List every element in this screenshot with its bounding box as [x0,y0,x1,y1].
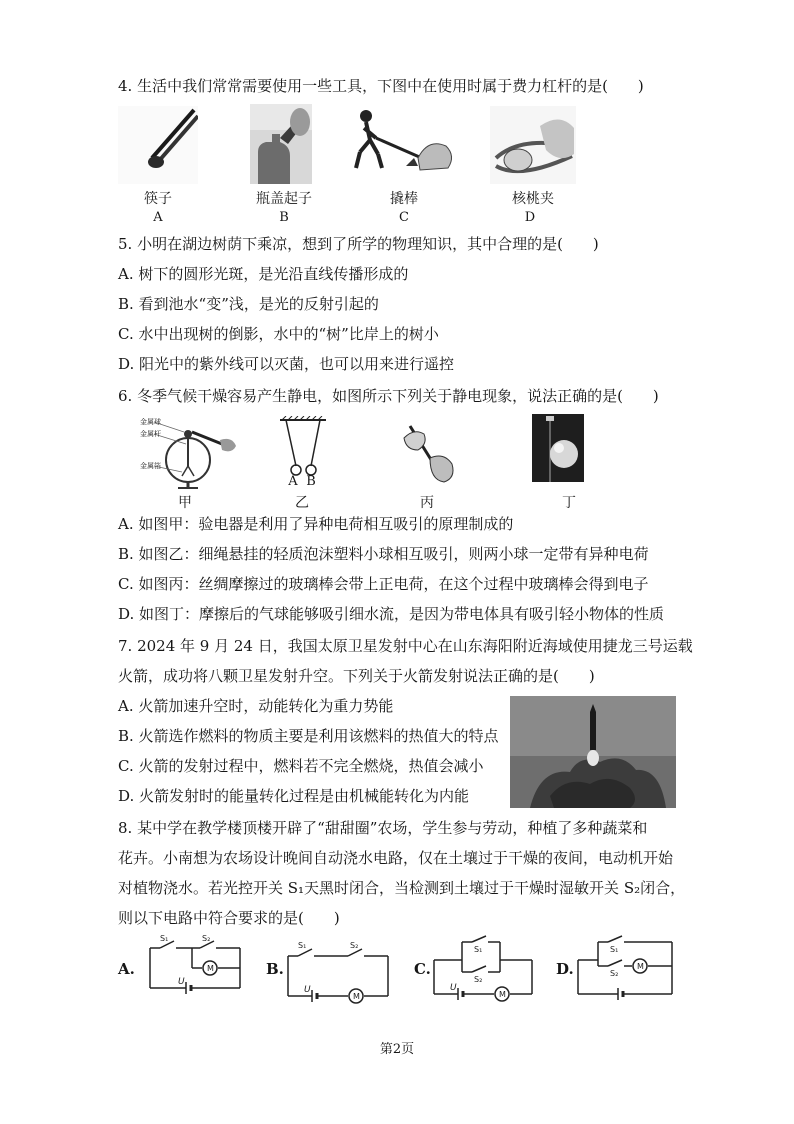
rocket-launch-photo [510,696,676,808]
circuit-b-motor-label: M [353,992,360,1001]
q7-stem-line2: 火箭，成功将八颗卫星发射升空。下列关于火箭发射说法正确的是( ) [118,667,595,685]
q6-option-a: A. 如图甲：验电器是利用了异种电荷相互吸引的原理制成的 [118,515,514,533]
circuit-b-s1-label: S₁ [298,941,307,950]
circuit-letter-c: C. [414,960,431,978]
circuit-a-source-label: U [178,977,185,987]
circuit-c-motor-label: M [499,990,506,999]
circuit-d-s1-label: S₁ [610,945,619,954]
q5-option-d: D. 阳光中的紫外线可以灭菌，也可以用来进行遥控 [118,355,455,373]
circuit-a-motor-label: M [207,964,214,973]
circuit-b-diagram [282,936,394,1006]
chopsticks-image [118,106,198,184]
label-metal-ball: 金属球 [140,418,161,426]
fig-label-jia: 甲 [178,495,192,511]
q8-stem-line1: 8. 某中学在教学楼顶楼开辟了“甜甜圈”农场，学生参与劳动，种植了多种蔬菜和 [118,819,648,837]
circuit-letter-d: D. [556,960,574,978]
q8-stem-line3: 对植物浇水。若光控开关 S₁天黑时闭合，当检测到土壤过于干燥时湿敏开关 S₂闭合， [118,879,686,897]
q4-stem: 4. 生活中我们常常需要使用一些工具，下图中在使用时属于费力杠杆的是( ) [118,77,644,95]
bottle-opener-image [250,104,312,184]
circuit-d-s2-label: S₂ [610,969,619,978]
walnut-cracker-image [490,106,576,184]
crowbar-image [348,108,458,184]
q6-option-c: C. 如图丙：丝绸摩擦过的玻璃棒会带上正电荷，在这个过程中玻璃棒会得到电子 [118,575,649,593]
circuit-b-source-label: U [304,985,311,995]
page-number: 第2页 [379,1042,415,1057]
q4-tool-name-b: 瓶盖起子 [256,191,312,207]
q6-option-b: B. 如图乙：细绳悬挂的轻质泡沫塑料小球相互吸引，则两小球一定带有异种电荷 [118,545,649,563]
q5-option-a: A. 树下的圆形光斑，是光沿直线传播形成的 [118,265,409,283]
circuit-d-diagram [572,932,682,1004]
q4-letter-c: C [399,210,409,225]
q4-letter-b: B [279,210,289,225]
q6-stem: 6. 冬季气候干燥容易产生静电，如图所示下列关于静电现象，说法正确的是( ) [118,387,659,405]
label-metal-rod: 金属杆 [140,430,161,438]
q4-letter-d: D [524,210,536,225]
circuit-a-diagram [136,932,246,1002]
label-metal-foil: 金属箔 [140,462,161,470]
q5-option-b: B. 看到池水“变”浅，是光的反射引起的 [118,295,379,313]
q7-option-a: A. 火箭加速升空时，动能转化为重力势能 [118,697,394,715]
fig-label-bing: 丙 [420,495,434,511]
ball-label-a: A [288,474,298,489]
q8-stem-line2: 花卉。小南想为农场设计晚间自动浇水电路，仅在土壤过于干燥的夜间，电动机开始 [118,849,674,867]
hanging-balls-image [278,416,328,476]
circuit-c-s2-label: S₂ [474,975,483,984]
circuit-a-s2-label: S₂ [202,934,211,943]
circuit-c-source-label: U [450,983,457,993]
q4-tool-name-d: 核桃夹 [512,191,554,207]
q7-option-c: C. 火箭的发射过程中，燃料若不完全燃烧，热值会减小 [118,757,484,775]
circuit-c-s1-label: S₁ [474,945,483,954]
fig-label-yi: 乙 [295,495,309,511]
q7-option-b: B. 火箭选作燃料的物质主要是利用该燃料的热值大的特点 [118,727,499,745]
q5-stem: 5. 小明在湖边树荫下乘凉，想到了所学的物理知识，其中合理的是( ) [118,235,599,253]
circuit-a-s1-label: S₁ [160,934,169,943]
q4-tool-name-a: 筷子 [144,191,172,207]
q8-stem-line4: 则以下电路中符合要求的是( ) [118,909,340,927]
ball-label-b: B [306,474,316,489]
q4-tool-name-c: 撬棒 [390,191,418,207]
rubbing-rod-image [400,420,464,484]
circuit-d-motor-label: M [637,962,644,971]
q6-option-d: D. 如图丁：摩擦后的气球能够吸引细水流，是因为带电体具有吸引轻小物体的性质 [118,605,665,623]
circuit-c-diagram [428,932,538,1004]
q5-option-c: C. 水中出现树的倒影，水中的“树”比岸上的树小 [118,325,439,343]
balloon-water-image [532,414,584,482]
q7-stem-line1: 7. 2024 年 9 月 24 日，我国太原卫星发射中心在山东海阳附近海域使用捷龙三号运载 [118,637,693,655]
q4-letter-a: A [153,210,163,225]
circuit-letter-a: A. [118,960,135,978]
q7-option-d: D. 火箭发射时的能量转化过程是由机械能转化为内能 [118,787,470,805]
circuit-letter-b: B. [266,960,284,978]
circuit-b-s2-label: S₂ [350,941,359,950]
fig-label-ding: 丁 [562,495,576,511]
